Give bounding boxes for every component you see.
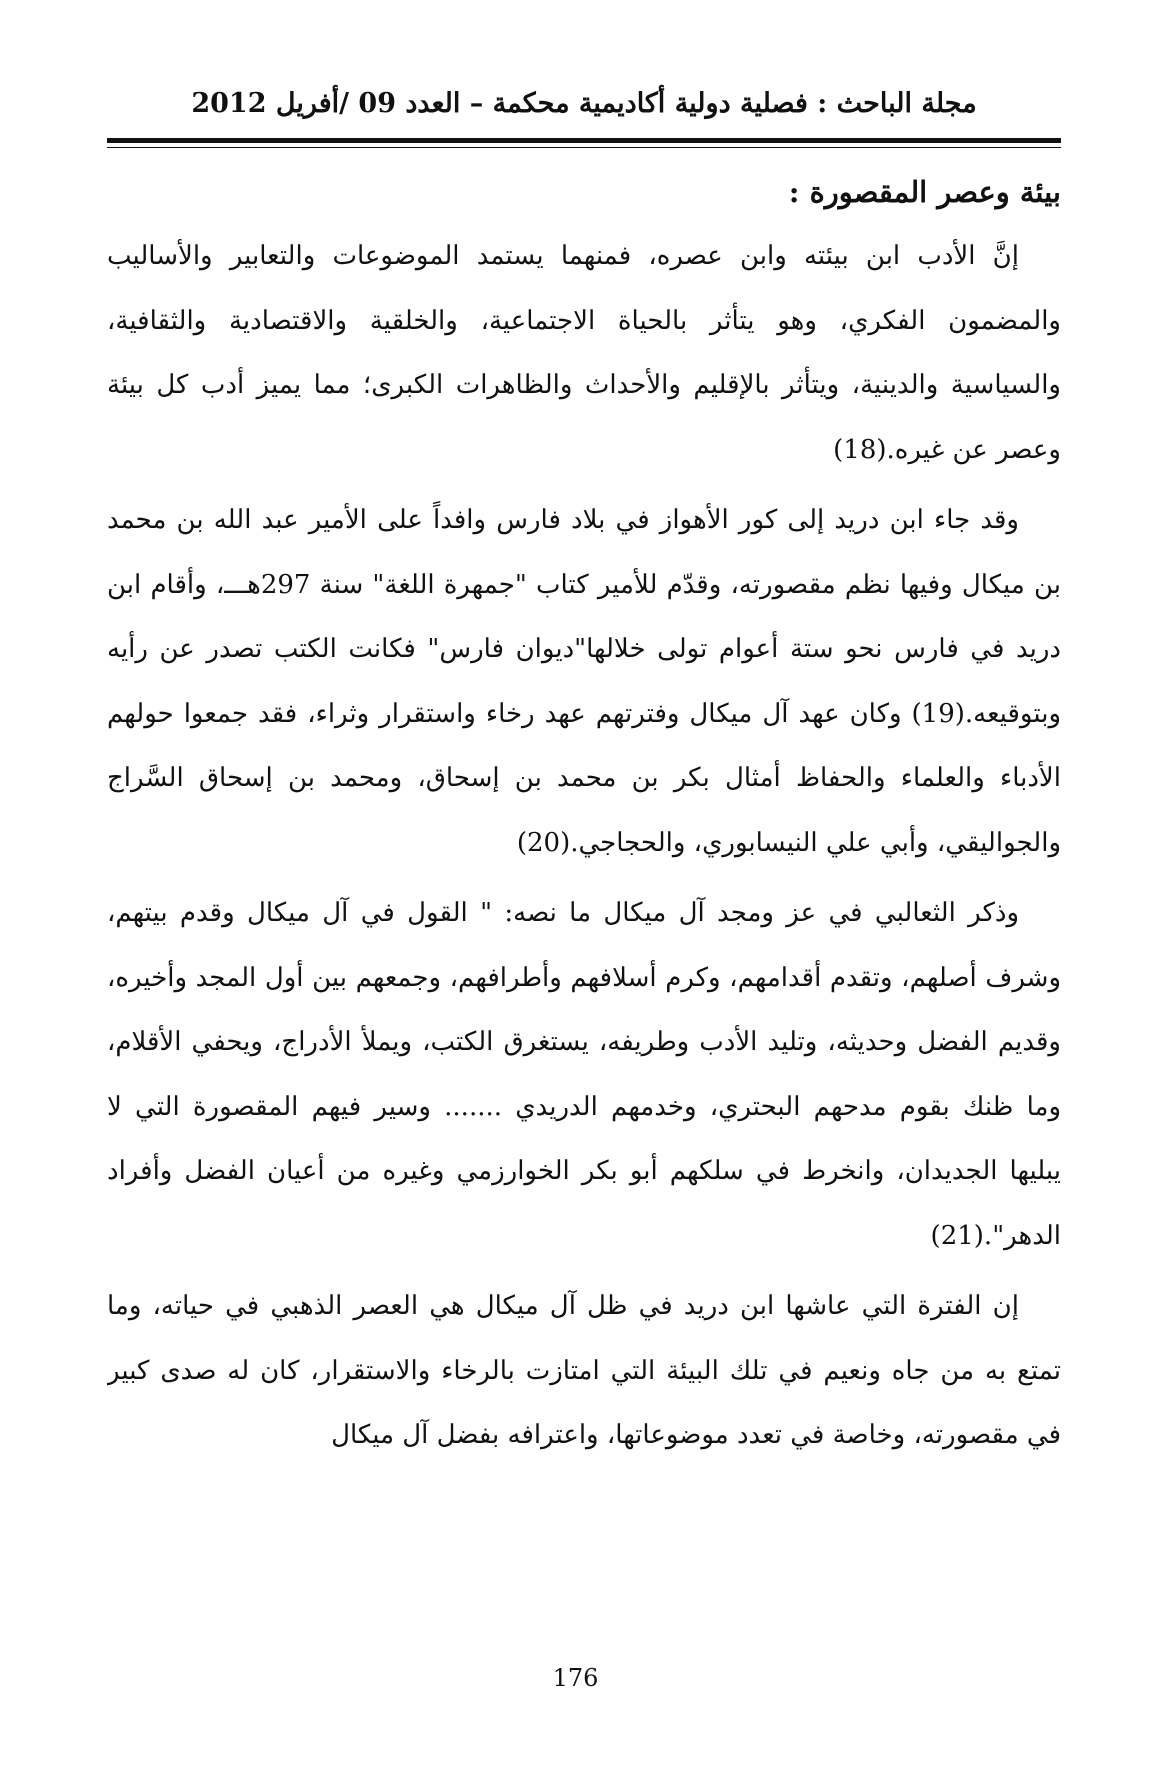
paragraph-environment: إنَّ الأدب ابن بيئته وابن عصره، فمنهما يستمد الموضوعات والتعابير والأساليب والمضمون الفكري، وهو يتأثر بالحياة الاجتماعية، والخلقية والاقتصادية والثقافية، والسياسية والدينية، ويتأثر بالإقليم والأحداث والظاهرات الكبرى؛ مما يميز أدب كل بيئة وعصر عن غيره.(18) bbox=[107, 241, 1061, 465]
paragraph-ibn-durayd-persia: وقد جاء ابن دريد إلى كور الأهواز في بلاد فارس وافداً على الأمير عبد الله بن محمد بن ميكال وفيها نظم مقصورته، وقدّم للأمير كتاب "جمهرة اللغة" سنة 297هـــ، وأقام ابن دريد في فارس نحو ستة أعوام تولى خلالها"ديوان فارس" فكانت الكتب تصدر عن رأيه وبتوقيعه.(19) وكان عهد آل ميكال وفترتهم عهد رخاء واستقرار وثراء، فقد جمعوا حولهم الأدباء والعلماء والحفاظ أمثال بكر بن محمد بن إسحاق، ومحمد بن إسحاق السَّراج والجواليقي، وأبي علي النيسابوري، والحجاجي.(20) bbox=[107, 505, 1061, 858]
paragraph-thaalibi-quote: وذكر الثعالبي في عز ومجد آل ميكال ما نصه: " القول في آل ميكال وقدم بيتهم، وشرف أصلهم، وتقدم أقدامهم، وكرم أسلافهم وأطرافهم، وجمعهم بين أول المجد وأخيره، وقديم الفضل وحديثه، وتليد الأدب وطريفه، يستغرق الكتب، ويملأ الأدراج، ويحفي الأقلام، وما ظنك بقوم مدحهم البحتري، وخدمهم الدريدي ....... وسير فيهم المقصورة التي لا يبليها الجديدان، وانخرط في سلكهم أبو بكر الخوارزمي وغيره من أعيان الفضل وأفراد الدهر".(21) bbox=[107, 898, 1061, 1251]
journal-header: مجلة الباحث : فصلية دولية أكاديمية محكمة – العدد 09 /أفريل 2012 bbox=[191, 88, 977, 119]
header-rule-thin bbox=[107, 147, 1061, 148]
header-rule-thick bbox=[107, 138, 1061, 143]
paragraph-golden-age: إن الفترة التي عاشها ابن دريد في ظل آل ميكال هي العصر الذهبي في حياته، وما تمتع به من جاه ونعيم في تلك البيئة التي امتازت بالرخاء والاستقرار، كان له صدى كبير في مقصورته، وخاصة في تعدد موضوعاتها، واعترافه بفضل آل ميكال bbox=[107, 1291, 1061, 1450]
article-body bbox=[107, 166, 1061, 1606]
section-heading: بيئة وعصر المقصورة : bbox=[788, 175, 1061, 209]
page-number: 176 bbox=[552, 1664, 599, 1692]
